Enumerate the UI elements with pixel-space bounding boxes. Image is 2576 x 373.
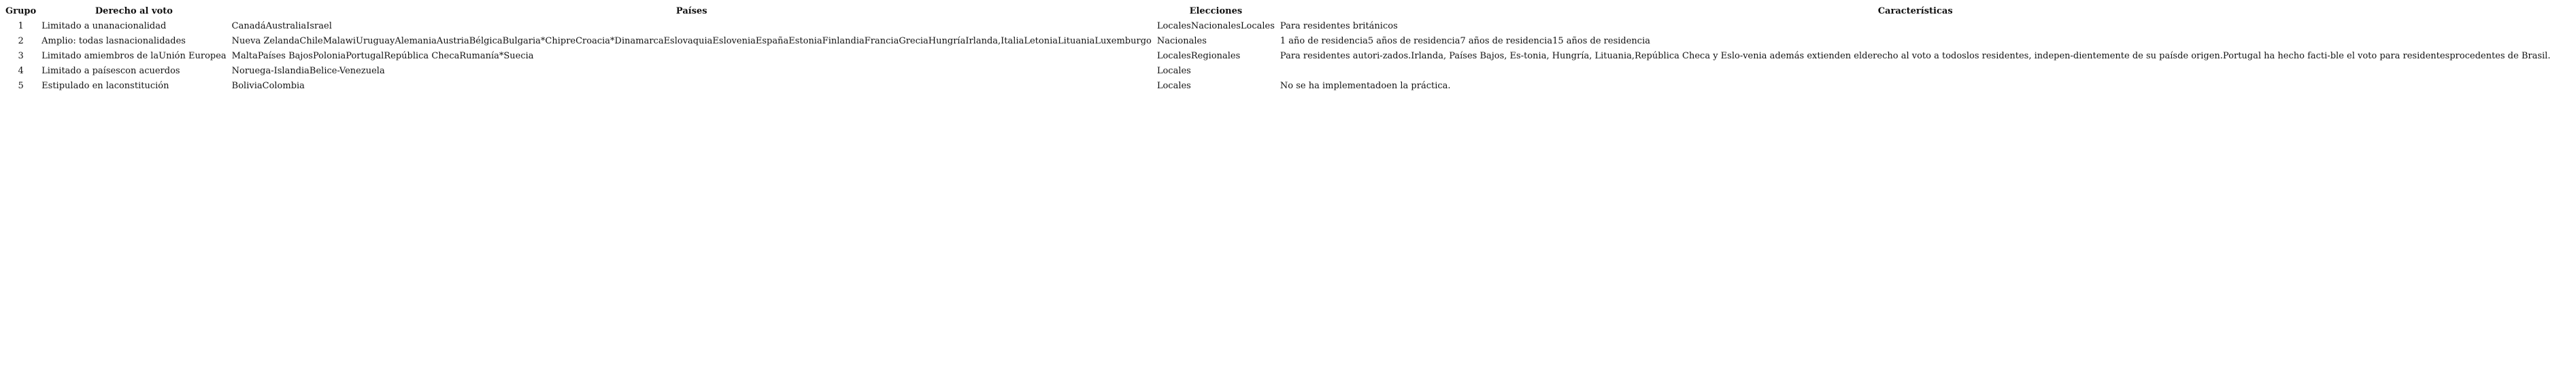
- header-grupo: Grupo: [5, 6, 37, 16]
- cell-paises: Nueva ZelandaChileMalawiUruguayAlemaniaAustriaBélgicaBulgaria*ChipreCroacia*DinamarcaEslovaquiaEsloveniaEspañaEstoniaFinlandiaFranciaGreciaHungríaIrlanda,ItaliaLetoniaLituaniaLuxemburgo: [231, 36, 1152, 46]
- cell-derecho: Amplio: todas lasnacionalidades: [41, 36, 186, 46]
- cell-elecciones: Nacionales: [1156, 36, 1207, 46]
- voting-rights-table: [3, 5, 2553, 94]
- cell-paises: Noruega-IslandiaBelice-Venezuela: [231, 66, 385, 76]
- cell-elecciones: LocalesRegionales: [1156, 51, 1241, 61]
- table-header: [3, 5, 2553, 20]
- cell-derecho: Limitado a unanacionalidad: [41, 21, 167, 31]
- cell-elecciones: LocalesNacionalesLocales: [1156, 21, 1275, 31]
- cell-paises: CanadáAustraliaIsrael: [231, 21, 332, 31]
- table-row: [3, 35, 2553, 50]
- header-elecciones: Elecciones: [1189, 6, 1243, 16]
- cell-caracteristicas: No se ha implementadoen la práctica.: [1279, 81, 1451, 91]
- cell-grupo: 2: [18, 36, 24, 46]
- cell-grupo: 5: [18, 81, 24, 91]
- table-row: [3, 65, 2553, 79]
- cell-grupo: 1: [18, 21, 24, 31]
- cell-elecciones: Locales: [1156, 66, 1191, 76]
- cell-caracteristicas: Para residentes británicos: [1279, 21, 1398, 31]
- cell-grupo: 3: [18, 51, 24, 61]
- table-row: [3, 50, 2553, 65]
- header-row: [3, 5, 2553, 20]
- cell-derecho: Limitado amiembros de laUnión Europea: [41, 51, 227, 61]
- table-row: [3, 20, 2553, 35]
- header-derecho: Derecho al voto: [95, 6, 173, 16]
- cell-caracteristicas: Para residentes autori-zados.Irlanda, Países Bajos, Es-tonia, Hungría, Lituania,República Checa y Eslo-venia además extienden elderecho al voto a todoslos residentes, indepen-dientemente de su paísde origen.Portugal ha hecho facti-ble el voto para residentesprocedentes de Brasil.: [1279, 51, 2551, 61]
- cell-derecho: Limitado a paísescon acuerdos: [41, 66, 180, 76]
- cell-grupo: 4: [18, 66, 24, 76]
- header-paises: Países: [675, 6, 707, 16]
- table-body: [3, 20, 2553, 94]
- cell-derecho: Estipulado en laconstitución: [41, 81, 169, 91]
- cell-elecciones: Locales: [1156, 81, 1191, 91]
- cell-caracteristicas: 1 año de residencia5 años de residencia7 años de residencia15 años de residencia: [1279, 36, 1650, 46]
- header-caracteristicas: Características: [1877, 6, 1953, 16]
- cell-paises: BoliviaColombia: [231, 81, 305, 91]
- table-row: [3, 79, 2553, 94]
- cell-caracteristicas: [1277, 65, 2554, 79]
- cell-paises: MaltaPaíses BajosPoloniaPortugalRepública ChecaRumanía*Suecia: [231, 51, 534, 61]
